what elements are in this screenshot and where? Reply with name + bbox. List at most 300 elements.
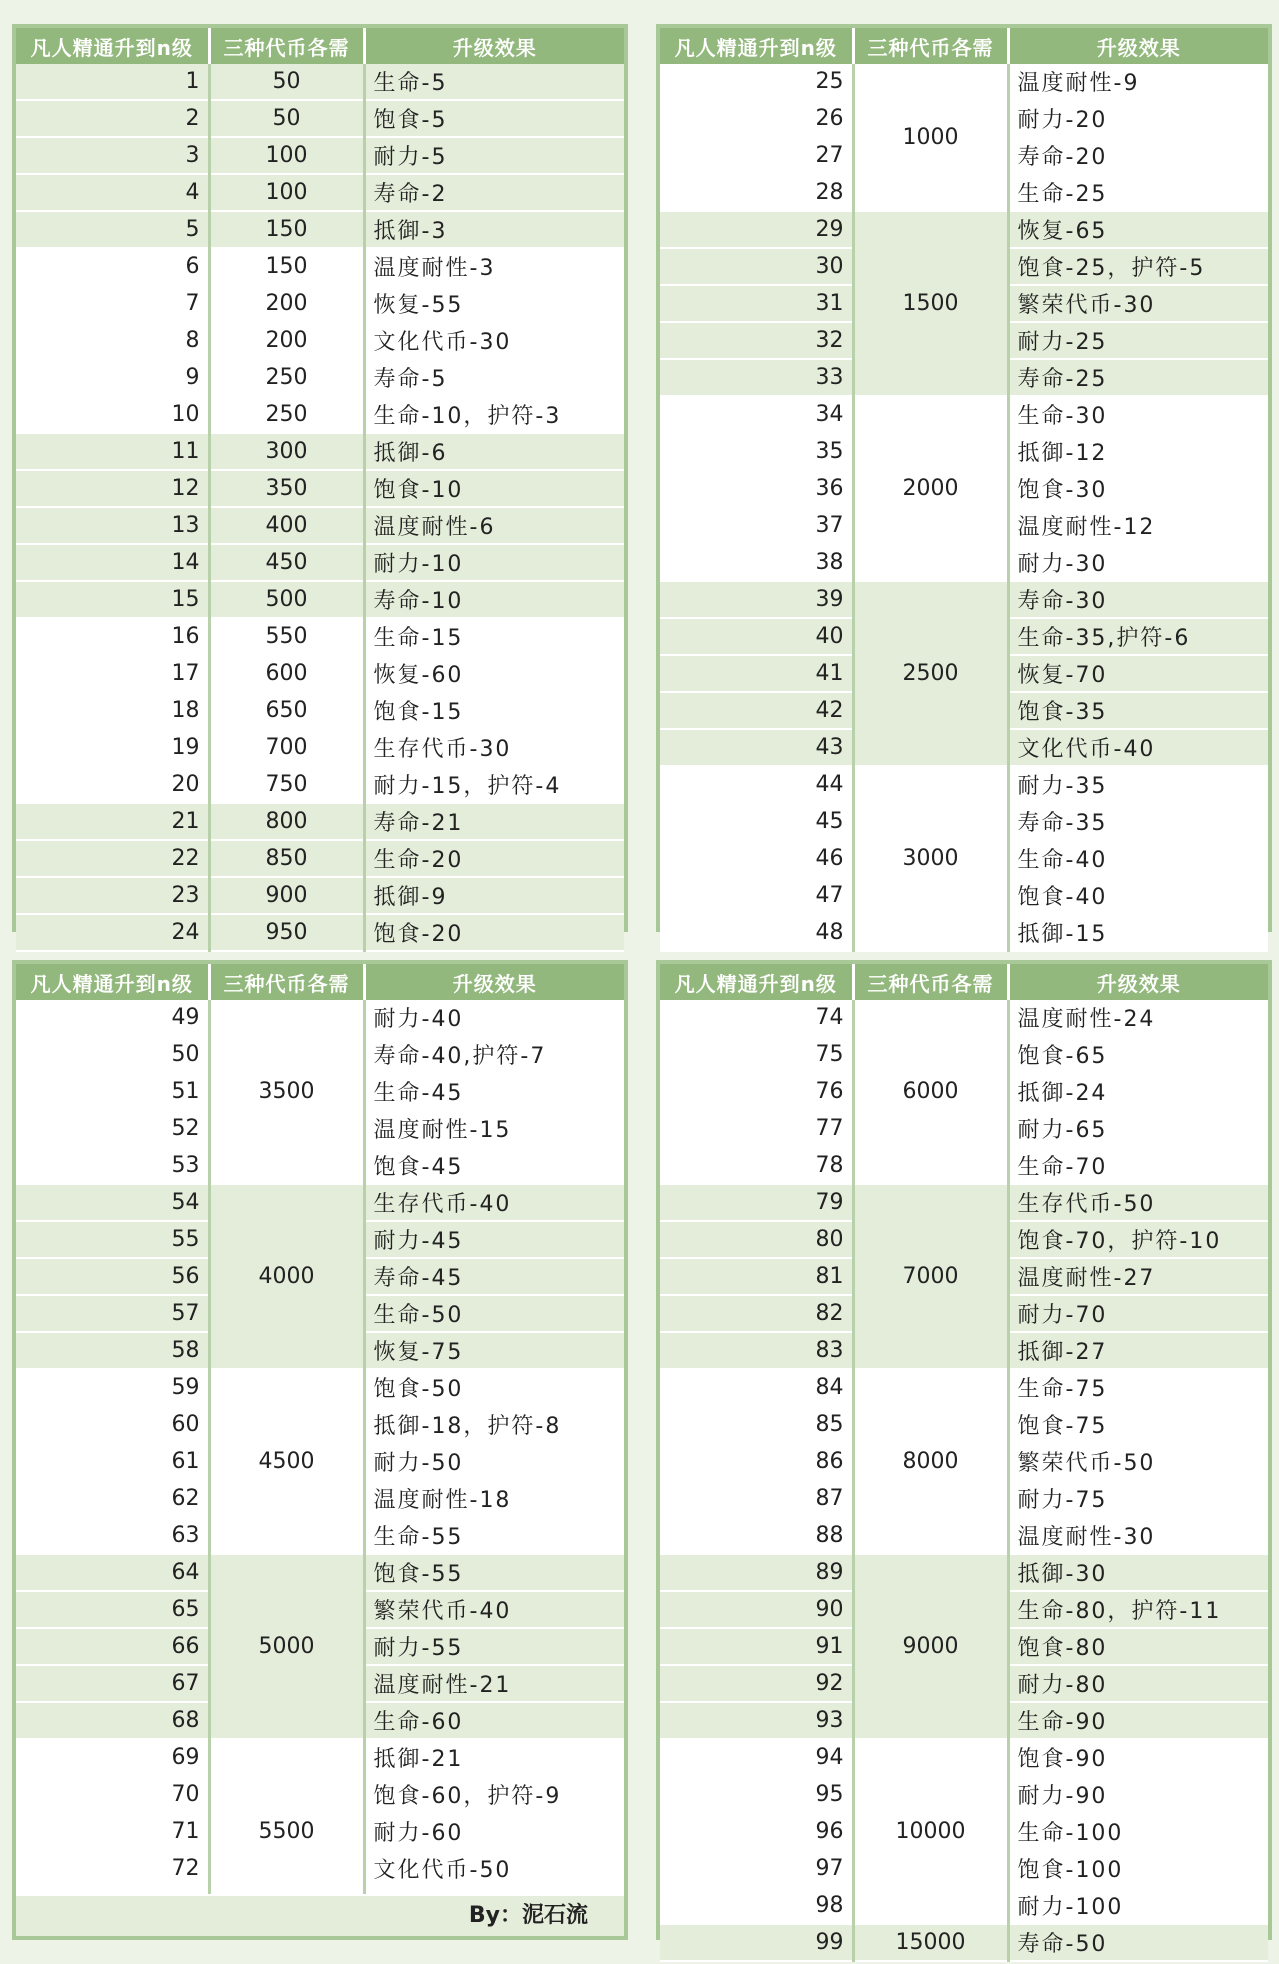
- cost-cell: 2000: [853, 396, 1008, 581]
- table-row: [16, 433, 624, 470]
- header-cost: 三种代币各需: [853, 964, 1008, 1000]
- level-cell: 76: [660, 1073, 853, 1110]
- table-2: [660, 28, 1268, 952]
- level-cell: 6: [16, 248, 209, 285]
- level-cell: 56: [16, 1258, 209, 1295]
- effect-cell: 文化代币-30: [364, 322, 624, 359]
- table-row: [660, 1369, 1268, 1406]
- effect-cell: 耐力-90: [1008, 1776, 1268, 1813]
- effect-cell: 文化代币-50: [364, 1850, 624, 1887]
- effect-cell: 饱食-20: [364, 914, 624, 951]
- table-row: [16, 1000, 624, 1036]
- table-row: [16, 248, 624, 285]
- level-cell: 7: [16, 285, 209, 322]
- cost-cell: 150: [209, 211, 364, 248]
- level-cell: 10: [16, 396, 209, 433]
- level-cell: 34: [660, 396, 853, 433]
- level-cell: 92: [660, 1665, 853, 1702]
- effect-cell: 耐力-40: [364, 1000, 624, 1036]
- effect-cell: 耐力-35: [1008, 766, 1268, 803]
- effect-cell: 恢复-60: [364, 655, 624, 692]
- level-cell: 8: [16, 322, 209, 359]
- cost-cell: 300: [209, 433, 364, 470]
- level-cell: 21: [16, 803, 209, 840]
- header-level: 凡人精通升到n级: [660, 28, 853, 64]
- effect-cell: 温度耐性-3: [364, 248, 624, 285]
- effect-cell: 生命-90: [1008, 1702, 1268, 1739]
- effect-cell: 生命-5: [364, 64, 624, 100]
- effect-cell: 寿命-50: [1008, 1924, 1268, 1961]
- level-cell: 37: [660, 507, 853, 544]
- cost-cell: 7000: [853, 1184, 1008, 1369]
- level-cell: 80: [660, 1221, 853, 1258]
- table-row: [16, 692, 624, 729]
- table-body: [16, 64, 624, 951]
- table-row: [16, 803, 624, 840]
- effect-cell: 温度耐性-24: [1008, 1000, 1268, 1036]
- effect-cell: 温度耐性-9: [1008, 64, 1268, 100]
- table-row: [16, 655, 624, 692]
- cost-cell: 550: [209, 618, 364, 655]
- effect-cell: 耐力-55: [364, 1628, 624, 1665]
- table-row: [16, 766, 624, 803]
- level-cell: 4: [16, 174, 209, 211]
- level-cell: 94: [660, 1739, 853, 1776]
- effect-cell: 生存代币-30: [364, 729, 624, 766]
- level-cell: 24: [16, 914, 209, 951]
- level-cell: 55: [16, 1221, 209, 1258]
- level-cell: 32: [660, 322, 853, 359]
- level-cell: 71: [16, 1813, 209, 1850]
- author-credit: By：泥石流: [16, 1894, 624, 1936]
- cost-cell: 250: [209, 396, 364, 433]
- effect-cell: 耐力-65: [1008, 1110, 1268, 1147]
- table-4: [660, 964, 1268, 1962]
- effect-cell: 生命-75: [1008, 1369, 1268, 1406]
- effect-cell: 抵御-30: [1008, 1554, 1268, 1591]
- effect-cell: 温度耐性-12: [1008, 507, 1268, 544]
- effect-cell: 生命-30: [1008, 396, 1268, 433]
- level-cell: 29: [660, 211, 853, 248]
- level-cell: 13: [16, 507, 209, 544]
- cost-cell: 200: [209, 322, 364, 359]
- table-row: [16, 396, 624, 433]
- effect-cell: 饱食-65: [1008, 1036, 1268, 1073]
- level-cell: 46: [660, 840, 853, 877]
- cost-cell: 9000: [853, 1554, 1008, 1739]
- effect-cell: 恢复-55: [364, 285, 624, 322]
- table-row: [660, 64, 1268, 100]
- effect-cell: 饱食-50: [364, 1369, 624, 1406]
- effect-cell: 温度耐性-21: [364, 1665, 624, 1702]
- level-cell: 27: [660, 137, 853, 174]
- level-cell: 20: [16, 766, 209, 803]
- header-level: 凡人精通升到n级: [16, 28, 209, 64]
- level-cell: 14: [16, 544, 209, 581]
- level-cell: 87: [660, 1480, 853, 1517]
- cost-cell: 100: [209, 137, 364, 174]
- cost-cell: 6000: [853, 1000, 1008, 1184]
- level-cell: 69: [16, 1739, 209, 1776]
- effect-cell: 寿命-10: [364, 581, 624, 618]
- level-cell: 75: [660, 1036, 853, 1073]
- effect-cell: 饱食-10: [364, 470, 624, 507]
- cost-cell: 4000: [209, 1184, 364, 1369]
- table-row: [16, 914, 624, 951]
- cost-cell: 600: [209, 655, 364, 692]
- cost-cell: 1500: [853, 211, 1008, 396]
- upgrade-table-1: [12, 24, 628, 947]
- level-cell: 88: [660, 1517, 853, 1554]
- table-row: [16, 211, 624, 248]
- level-cell: 30: [660, 248, 853, 285]
- level-cell: 47: [660, 877, 853, 914]
- effect-cell: 寿命-45: [364, 1258, 624, 1295]
- effect-cell: 耐力-50: [364, 1443, 624, 1480]
- table-row: [16, 285, 624, 322]
- cost-cell: 4500: [209, 1369, 364, 1554]
- level-cell: 53: [16, 1147, 209, 1184]
- effect-cell: 寿命-35: [1008, 803, 1268, 840]
- table-body: [16, 1000, 624, 1924]
- level-cell: 95: [660, 1776, 853, 1813]
- effect-cell: 寿命-5: [364, 359, 624, 396]
- table-row: [16, 840, 624, 877]
- effect-cell: 生命-40: [1008, 840, 1268, 877]
- level-cell: 59: [16, 1369, 209, 1406]
- effect-cell: 温度耐性-6: [364, 507, 624, 544]
- effect-cell: 耐力-20: [1008, 100, 1268, 137]
- upgrade-table-4: [656, 960, 1272, 1957]
- cost-cell: 10000: [853, 1739, 1008, 1924]
- table-row: [660, 1184, 1268, 1221]
- cost-cell: 1000: [853, 64, 1008, 211]
- level-cell: 50: [16, 1036, 209, 1073]
- cost-cell: 250: [209, 359, 364, 396]
- level-cell: 38: [660, 544, 853, 581]
- table-1: [16, 28, 624, 952]
- level-cell: 97: [660, 1850, 853, 1887]
- effect-cell: 寿命-21: [364, 803, 624, 840]
- effect-cell: 抵御-15: [1008, 914, 1268, 951]
- cost-cell: 5500: [209, 1739, 364, 1924]
- table-row: [16, 507, 624, 544]
- level-cell: 49: [16, 1000, 209, 1036]
- effect-cell: 生命-20: [364, 840, 624, 877]
- effect-cell: 耐力-30: [1008, 544, 1268, 581]
- level-cell: 3: [16, 137, 209, 174]
- effect-cell: 饱食-80: [1008, 1628, 1268, 1665]
- level-cell: 52: [16, 1110, 209, 1147]
- level-cell: 44: [660, 766, 853, 803]
- effect-cell: 饱食-25，护符-5: [1008, 248, 1268, 285]
- table-row: [660, 1924, 1268, 1961]
- effect-cell: 饱食-15: [364, 692, 624, 729]
- cost-cell: 150: [209, 248, 364, 285]
- effect-cell: 抵御-21: [364, 1739, 624, 1776]
- table-row: [660, 766, 1268, 803]
- cost-cell: 15000: [853, 1924, 1008, 1961]
- effect-cell: 生命-45: [364, 1073, 624, 1110]
- effect-cell: 耐力-70: [1008, 1295, 1268, 1332]
- cost-cell: 950: [209, 914, 364, 951]
- level-cell: 51: [16, 1073, 209, 1110]
- effect-cell: 饱食-45: [364, 1147, 624, 1184]
- table-row: [16, 729, 624, 766]
- level-cell: 42: [660, 692, 853, 729]
- upgrade-table-3: [12, 960, 628, 1940]
- table-row: [16, 359, 624, 396]
- effect-cell: 寿命-30: [1008, 581, 1268, 618]
- effect-cell: 寿命-20: [1008, 137, 1268, 174]
- effect-cell: 饱食-40: [1008, 877, 1268, 914]
- header-cost: 三种代币各需: [209, 964, 364, 1000]
- cost-cell: 700: [209, 729, 364, 766]
- effect-cell: 繁荣代币-50: [1008, 1443, 1268, 1480]
- effect-cell: 温度耐性-15: [364, 1110, 624, 1147]
- level-cell: 18: [16, 692, 209, 729]
- effect-cell: 耐力-100: [1008, 1887, 1268, 1924]
- effect-cell: 温度耐性-18: [364, 1480, 624, 1517]
- cost-cell: 2500: [853, 581, 1008, 766]
- level-cell: 28: [660, 174, 853, 211]
- effect-cell: 生命-80，护符-11: [1008, 1591, 1268, 1628]
- effect-cell: 温度耐性-27: [1008, 1258, 1268, 1295]
- level-cell: 36: [660, 470, 853, 507]
- header-effect: 升级效果: [364, 28, 624, 64]
- level-cell: 89: [660, 1554, 853, 1591]
- level-cell: 93: [660, 1702, 853, 1739]
- effect-cell: 生命-100: [1008, 1813, 1268, 1850]
- table-row: [660, 1554, 1268, 1591]
- level-cell: 86: [660, 1443, 853, 1480]
- effect-cell: 抵御-18，护符-8: [364, 1406, 624, 1443]
- table-row: [660, 211, 1268, 248]
- level-cell: 26: [660, 100, 853, 137]
- effect-cell: 饱食-100: [1008, 1850, 1268, 1887]
- level-cell: 62: [16, 1480, 209, 1517]
- table-row: [16, 1739, 624, 1776]
- cost-cell: 8000: [853, 1369, 1008, 1554]
- level-cell: 64: [16, 1554, 209, 1591]
- table-row: [16, 877, 624, 914]
- effect-cell: 恢复-65: [1008, 211, 1268, 248]
- level-cell: 77: [660, 1110, 853, 1147]
- level-cell: 65: [16, 1591, 209, 1628]
- effect-cell: 抵御-12: [1008, 433, 1268, 470]
- level-cell: 63: [16, 1517, 209, 1554]
- cost-cell: 3500: [209, 1000, 364, 1184]
- table-row: [16, 322, 624, 359]
- level-cell: 22: [16, 840, 209, 877]
- effect-cell: 耐力-45: [364, 1221, 624, 1258]
- effect-cell: 寿命-40,护符-7: [364, 1036, 624, 1073]
- level-cell: 16: [16, 618, 209, 655]
- level-cell: 5: [16, 211, 209, 248]
- level-cell: 43: [660, 729, 853, 766]
- level-cell: 35: [660, 433, 853, 470]
- effect-cell: 饱食-35: [1008, 692, 1268, 729]
- effect-cell: 饱食-55: [364, 1554, 624, 1591]
- header-effect: 升级效果: [1008, 28, 1268, 64]
- level-cell: 66: [16, 1628, 209, 1665]
- level-cell: 84: [660, 1369, 853, 1406]
- level-cell: 74: [660, 1000, 853, 1036]
- effect-cell: 生命-55: [364, 1517, 624, 1554]
- effect-cell: 抵御-27: [1008, 1332, 1268, 1369]
- header-level: 凡人精通升到n级: [660, 964, 853, 1000]
- level-cell: 12: [16, 470, 209, 507]
- level-cell: 98: [660, 1887, 853, 1924]
- level-cell: 96: [660, 1813, 853, 1850]
- level-cell: 70: [16, 1776, 209, 1813]
- table-row: [16, 100, 624, 137]
- header-cost: 三种代币各需: [209, 28, 364, 64]
- effect-cell: 生命-35,护符-6: [1008, 618, 1268, 655]
- level-cell: 90: [660, 1591, 853, 1628]
- level-cell: 79: [660, 1184, 853, 1221]
- effect-cell: 抵御-9: [364, 877, 624, 914]
- effect-cell: 寿命-25: [1008, 359, 1268, 396]
- cost-cell: 5000: [209, 1554, 364, 1739]
- level-cell: 82: [660, 1295, 853, 1332]
- effect-cell: 耐力-15，护符-4: [364, 766, 624, 803]
- level-cell: 39: [660, 581, 853, 618]
- upgrade-table-2: [656, 24, 1272, 947]
- effect-cell: 寿命-2: [364, 174, 624, 211]
- effect-cell: 生存代币-40: [364, 1184, 624, 1221]
- level-cell: 15: [16, 581, 209, 618]
- header-effect: 升级效果: [364, 964, 624, 1000]
- cost-cell: 400: [209, 507, 364, 544]
- effect-cell: 生命-15: [364, 618, 624, 655]
- cost-cell: 200: [209, 285, 364, 322]
- cost-cell: 50: [209, 100, 364, 137]
- effect-cell: 恢复-70: [1008, 655, 1268, 692]
- effect-cell: 文化代币-40: [1008, 729, 1268, 766]
- level-cell: 45: [660, 803, 853, 840]
- cost-cell: 100: [209, 174, 364, 211]
- effect-cell: 繁荣代币-40: [364, 1591, 624, 1628]
- level-cell: 25: [660, 64, 853, 100]
- level-cell: 78: [660, 1147, 853, 1184]
- table-body: [660, 64, 1268, 951]
- table-row: [16, 1554, 624, 1591]
- level-cell: 72: [16, 1850, 209, 1887]
- level-cell: 17: [16, 655, 209, 692]
- level-cell: 57: [16, 1295, 209, 1332]
- effect-cell: 耐力-80: [1008, 1665, 1268, 1702]
- table-row: [16, 470, 624, 507]
- level-cell: 19: [16, 729, 209, 766]
- effect-cell: 饱食-5: [364, 100, 624, 137]
- cost-cell: 900: [209, 877, 364, 914]
- effect-cell: 耐力-10: [364, 544, 624, 581]
- table-row: [660, 581, 1268, 618]
- level-cell: 68: [16, 1702, 209, 1739]
- level-cell: 54: [16, 1184, 209, 1221]
- table-row: [16, 1369, 624, 1406]
- level-cell: 60: [16, 1406, 209, 1443]
- effect-cell: 抵御-24: [1008, 1073, 1268, 1110]
- cost-cell: 750: [209, 766, 364, 803]
- table-row: [16, 174, 624, 211]
- cost-cell: 350: [209, 470, 364, 507]
- table-row: [16, 1184, 624, 1221]
- level-cell: 11: [16, 433, 209, 470]
- level-cell: 33: [660, 359, 853, 396]
- effect-cell: 温度耐性-30: [1008, 1517, 1268, 1554]
- level-cell: 83: [660, 1332, 853, 1369]
- level-cell: 48: [660, 914, 853, 951]
- level-cell: 85: [660, 1406, 853, 1443]
- table-row: [660, 1000, 1268, 1036]
- effect-cell: 生命-10，护符-3: [364, 396, 624, 433]
- level-cell: 99: [660, 1924, 853, 1961]
- table-row: [660, 396, 1268, 433]
- effect-cell: 饱食-30: [1008, 470, 1268, 507]
- effect-cell: 饱食-70，护符-10: [1008, 1221, 1268, 1258]
- effect-cell: 饱食-75: [1008, 1406, 1268, 1443]
- cost-cell: 3000: [853, 766, 1008, 951]
- level-cell: 40: [660, 618, 853, 655]
- effect-cell: 耐力-25: [1008, 322, 1268, 359]
- level-cell: 23: [16, 877, 209, 914]
- table-3: [16, 964, 624, 1925]
- level-cell: 9: [16, 359, 209, 396]
- cost-cell: 500: [209, 581, 364, 618]
- effect-cell: 抵御-6: [364, 433, 624, 470]
- cost-cell: 800: [209, 803, 364, 840]
- effect-cell: 饱食-90: [1008, 1739, 1268, 1776]
- effect-cell: 生命-70: [1008, 1147, 1268, 1184]
- header-level: 凡人精通升到n级: [16, 964, 209, 1000]
- effect-cell: 繁荣代币-30: [1008, 285, 1268, 322]
- table-body: [660, 1000, 1268, 1961]
- table-row: [16, 618, 624, 655]
- effect-cell: 耐力-60: [364, 1813, 624, 1850]
- effect-cell: 生存代币-50: [1008, 1184, 1268, 1221]
- level-cell: 1: [16, 64, 209, 100]
- cost-cell: 50: [209, 64, 364, 100]
- table-row: [660, 1739, 1268, 1776]
- effect-cell: 生命-60: [364, 1702, 624, 1739]
- effect-cell: 生命-25: [1008, 174, 1268, 211]
- header-cost: 三种代币各需: [853, 28, 1008, 64]
- level-cell: 61: [16, 1443, 209, 1480]
- effect-cell: 耐力-75: [1008, 1480, 1268, 1517]
- cost-cell: 450: [209, 544, 364, 581]
- effect-cell: 抵御-3: [364, 211, 624, 248]
- level-cell: 2: [16, 100, 209, 137]
- effect-cell: 生命-50: [364, 1295, 624, 1332]
- table-row: [16, 544, 624, 581]
- level-cell: 67: [16, 1665, 209, 1702]
- table-row: [16, 581, 624, 618]
- effect-cell: 恢复-75: [364, 1332, 624, 1369]
- level-cell: 81: [660, 1258, 853, 1295]
- level-cell: 31: [660, 285, 853, 322]
- level-cell: 58: [16, 1332, 209, 1369]
- table-row: [16, 64, 624, 100]
- table-row: [16, 137, 624, 174]
- level-cell: 41: [660, 655, 853, 692]
- cost-cell: 850: [209, 840, 364, 877]
- effect-cell: 饱食-60，护符-9: [364, 1776, 624, 1813]
- cost-cell: 650: [209, 692, 364, 729]
- header-effect: 升级效果: [1008, 964, 1268, 1000]
- level-cell: 91: [660, 1628, 853, 1665]
